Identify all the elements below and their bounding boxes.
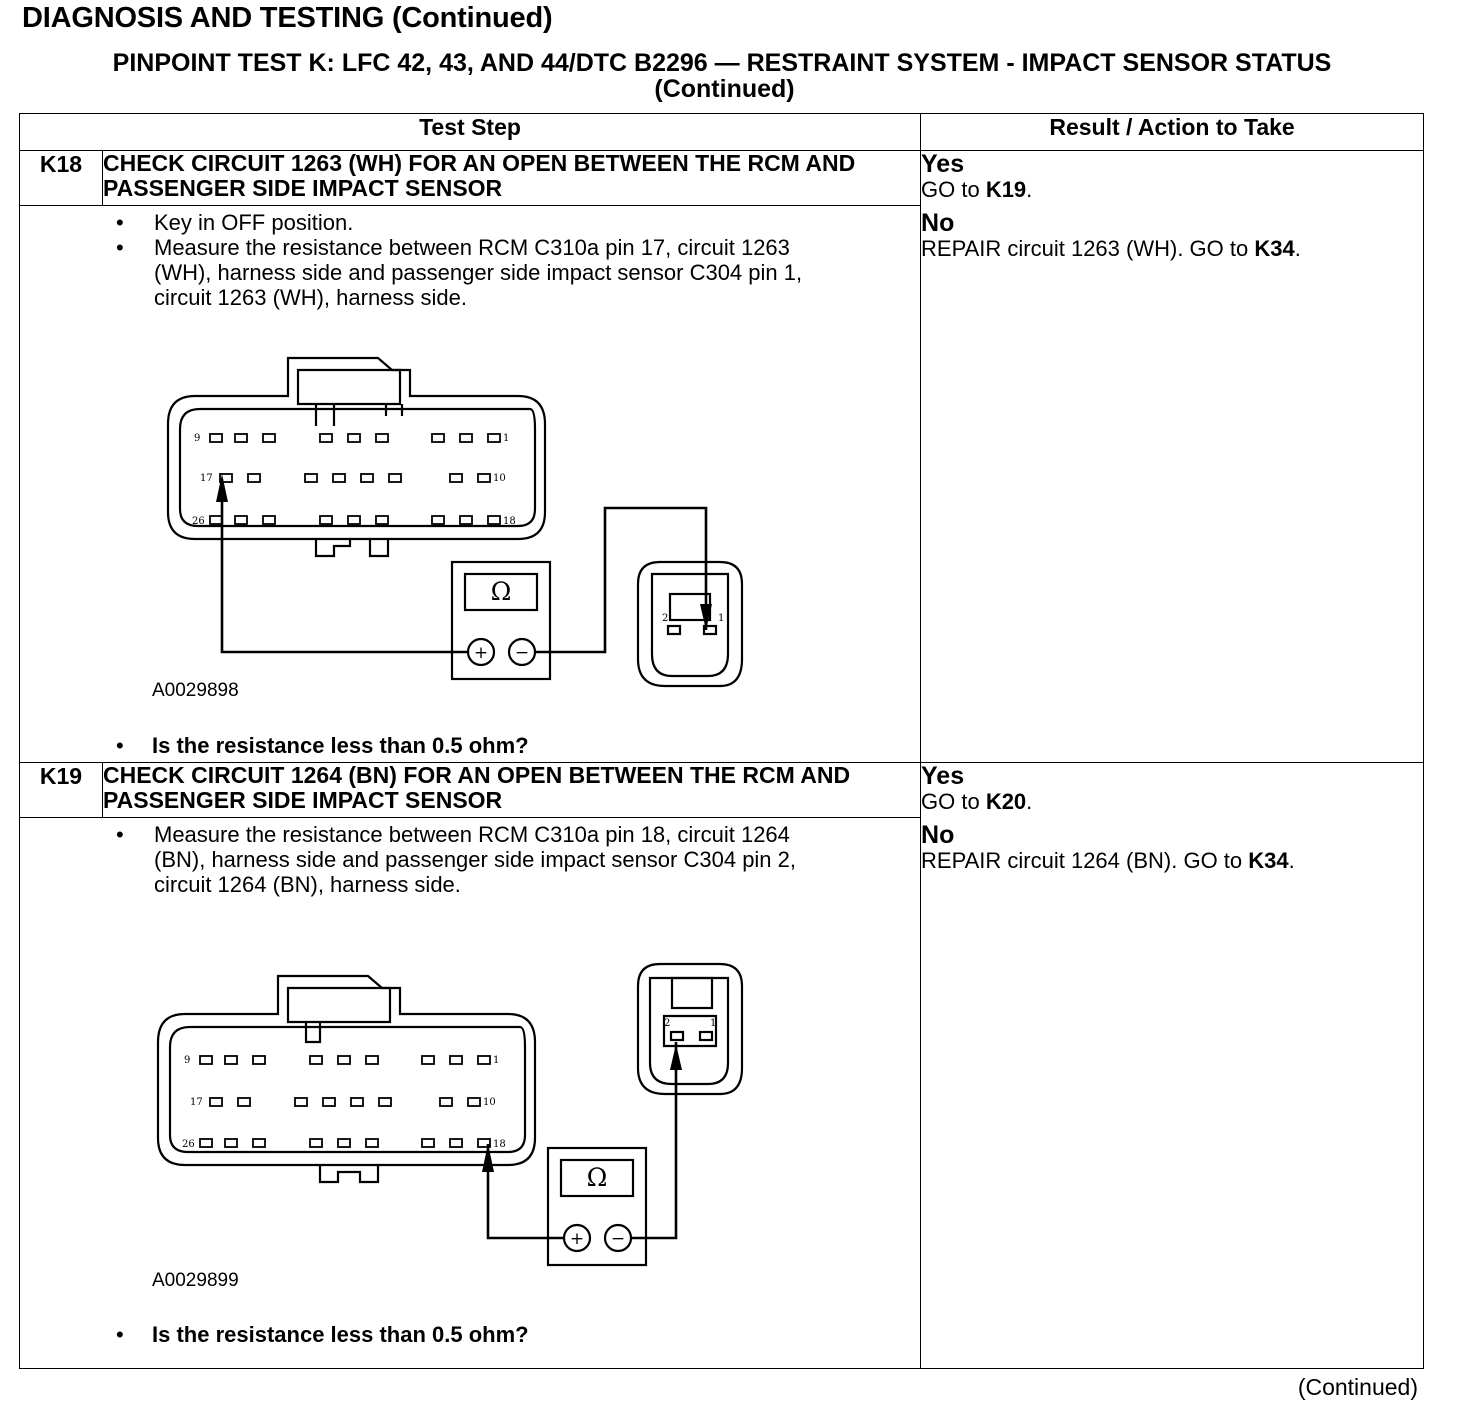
pinpoint-test-title-line2: (Continued): [654, 75, 795, 103]
rcm-pin-label: 9: [194, 433, 201, 444]
figure-id: A0029899: [152, 1270, 239, 1291]
no-step-ref: K34: [1248, 848, 1289, 873]
rcm-pin-label: 10: [493, 473, 506, 484]
plus-terminal: +: [569, 1229, 585, 1249]
sensor-pin-label: 2: [664, 1018, 671, 1029]
yes-action-suffix: .: [1026, 789, 1033, 814]
rcm-pin-label: 18: [503, 516, 516, 527]
step-body: [20, 206, 921, 763]
step-instructions: [20, 822, 920, 897]
step-title: CHECK CIRCUIT 1264 (BN) FOR AN OPEN BETWEEN THE RCM AND PASSENGER SIDE IMPACT SENSOR: [103, 763, 921, 818]
yes-action-text: GO to: [921, 177, 986, 202]
yes-step-ref: K19: [985, 177, 1027, 202]
rcm-pin-label: 26: [192, 516, 205, 527]
instruction-item: • Key in OFF position.: [20, 210, 840, 235]
rcm-pin-label: 17: [200, 473, 213, 484]
no-action-text: REPAIR circuit 1263 (WH). GO to: [921, 236, 1255, 261]
pinpoint-test-table: [19, 113, 1424, 1369]
figure-id: A0029898: [152, 680, 239, 701]
rcm-connector-outline: [168, 358, 545, 539]
result-no-label: No: [921, 209, 955, 237]
instruction-item: • Measure the resistance between RCM C310a pin 17, circuit 1263 (WH), harness side and passenger side impact sensor C304 pin 1, circuit 1263 (WH), harness side.: [20, 235, 840, 310]
step-question: • Is the resistance less than 0.5 ohm?: [116, 733, 529, 759]
wiring-diagram-k19: [20, 958, 921, 1276]
minus-terminal: −: [514, 643, 530, 663]
rcm-pin-label: 10: [483, 1097, 496, 1108]
yes-step-ref: K20: [985, 789, 1027, 814]
no-action-text: REPAIR circuit 1264 (BN). GO to: [921, 848, 1249, 873]
header-test-step: Test Step: [20, 114, 921, 151]
step-result: [921, 763, 1424, 1369]
no-action-suffix: .: [1294, 236, 1301, 261]
no-action-suffix: .: [1288, 848, 1295, 873]
step-id: K19: [20, 763, 103, 818]
yes-action-text: GO to: [921, 789, 986, 814]
pinpoint-test-title: [22, 50, 1422, 102]
page-title: DIAGNOSIS AND TESTING (Continued): [22, 2, 553, 34]
step-result: [921, 151, 1424, 763]
rcm-pin-label: 1: [493, 1055, 500, 1066]
rcm-pin-label: 26: [182, 1139, 195, 1150]
sensor-pin-label: 1: [710, 1018, 717, 1029]
rcm-pin-label: 1: [503, 433, 510, 444]
step-id: K18: [20, 151, 103, 206]
rcm-pin-label: 18: [493, 1139, 506, 1150]
plus-terminal: +: [473, 643, 489, 663]
no-step-ref: K34: [1254, 236, 1295, 261]
result-no-action: [921, 848, 1423, 873]
continued-footer: (Continued): [1297, 1374, 1418, 1400]
instruction-item: • Measure the resistance between RCM C310a pin 18, circuit 1264 (BN), harness side and passenger side impact sensor C304 pin 2, circuit 1264 (BN), harness side.: [20, 822, 840, 897]
ohm-symbol: Ω: [586, 1163, 608, 1192]
rcm-pin-label: 9: [184, 1055, 191, 1066]
sensor-pin-label: 2: [662, 613, 669, 624]
step-question: • Is the resistance less than 0.5 ohm?: [116, 1322, 529, 1348]
minus-terminal: −: [610, 1229, 626, 1249]
positive-lead: [222, 479, 468, 652]
step-body: [20, 818, 921, 1369]
ohm-symbol: Ω: [490, 577, 512, 606]
rcm-pin-label: 17: [190, 1097, 203, 1108]
result-yes-label: Yes: [921, 150, 965, 178]
result-yes-action: [921, 789, 1423, 814]
result-no-action: [921, 236, 1423, 261]
wiring-diagram-k18: [20, 334, 921, 694]
positive-lead: [488, 1144, 564, 1238]
yes-action-suffix: .: [1026, 177, 1033, 202]
result-no-label: No: [921, 821, 955, 849]
step-instructions: [20, 210, 920, 310]
pinpoint-test-title-line1: PINPOINT TEST K: LFC 42, 43, AND 44/DTC B2296 — RESTRAINT SYSTEM - IMPACT SENSOR STATUS: [112, 49, 1332, 77]
result-yes-label: Yes: [921, 762, 965, 790]
header-result-action: Result / Action to Take: [921, 114, 1424, 151]
sensor-pin-label: 1: [718, 613, 725, 624]
rcm-connector-outline: [158, 976, 535, 1165]
step-title: CHECK CIRCUIT 1263 (WH) FOR AN OPEN BETWEEN THE RCM AND PASSENGER SIDE IMPACT SENSOR: [103, 151, 921, 206]
result-yes-action: [921, 177, 1423, 202]
